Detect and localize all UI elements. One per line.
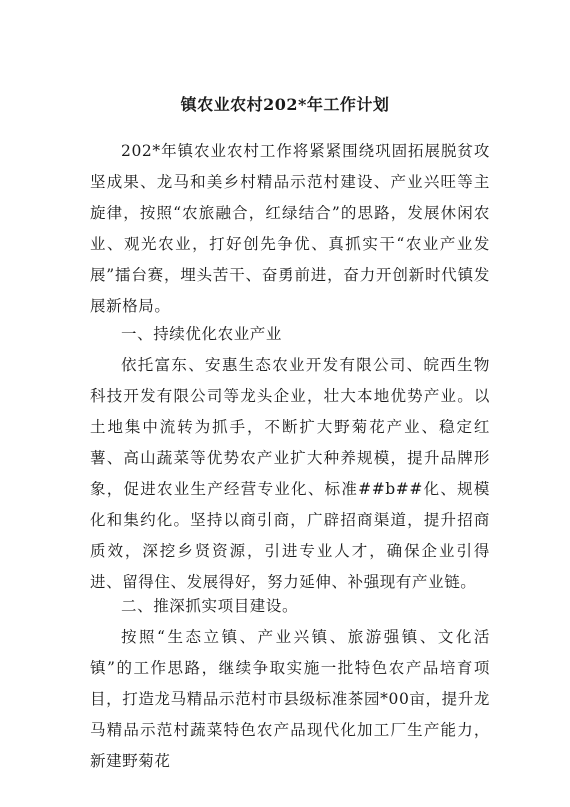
intro-paragraph: 202*年镇农业农村工作将紧紧围绕巩固拓展脱贫攻坚成果、龙马和美乡村精品示范村建设、产业兴旺等主旋律，按照“农旅融合，红绿结合”的思路，发展休闲农业、观光农业，打好创先争优、真抓实干“农业产业发展”擂台赛，埋头苦干、奋勇前进，奋力开创新时代镇发展新格局。	[90, 142, 490, 315]
section-heading-1: 一、持续优化农业产业	[121, 325, 283, 343]
section-body-1: 依托富东、安惠生态农业开发有限公司、皖西生物科技开发有限公司等龙头企业，壮大本地优势产业。以土地集中流转为抓手，不断扩大野菊花产业、稳定红薯、高山蔬菜等优势农产业扩大种养规模，提升品牌形象，促进农业生产经营专业化、标准##b##化、规模化和集约化。坚持以商引商，广辟招商渠道，提升招商质效，深挖乡贤资源，引进专业人才，确保企业引得进、留得住、发展得好，努力延伸、补强现有产业链。	[90, 356, 490, 591]
section-body-2: 按照“生态立镇、产业兴镇、旅游强镇、文化活镇”的工作思路，继续争取实施一批特色农产品培育项目，打造龙马精品示范村市县级标准茶园*00亩，提升龙马精品示范村蔬菜特色农产品现代化加工厂生产能力，新建野菊花	[90, 628, 490, 770]
document-title: 镇农业农村202*年工作计划	[180, 95, 390, 114]
section-heading-2: 二、推深抓实项目建设。	[121, 597, 299, 615]
